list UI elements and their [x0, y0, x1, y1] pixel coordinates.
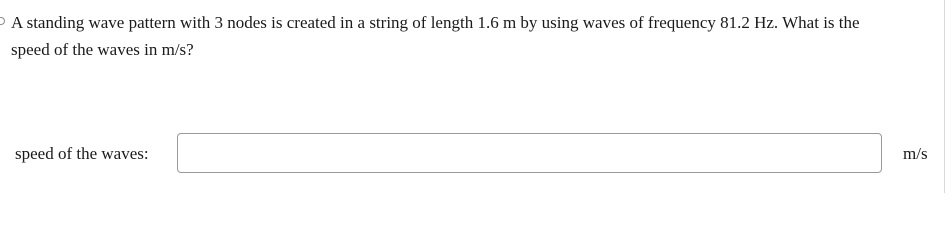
answer-unit-label: m/s: [903, 144, 928, 163]
question-line-2: speed of the waves in m/s?: [11, 40, 194, 59]
answer-label: speed of the waves:: [15, 144, 149, 163]
question-text: [11, 9, 926, 63]
question-line-1: A standing wave pattern with 3 nodes is created in a string of length 1.6 m by using waves of frequency 81.2 Hz. What is the: [11, 13, 860, 32]
answer-row: [0, 133, 952, 175]
speed-answer-input[interactable]: [177, 133, 882, 173]
question-bullet-icon: [0, 17, 5, 25]
